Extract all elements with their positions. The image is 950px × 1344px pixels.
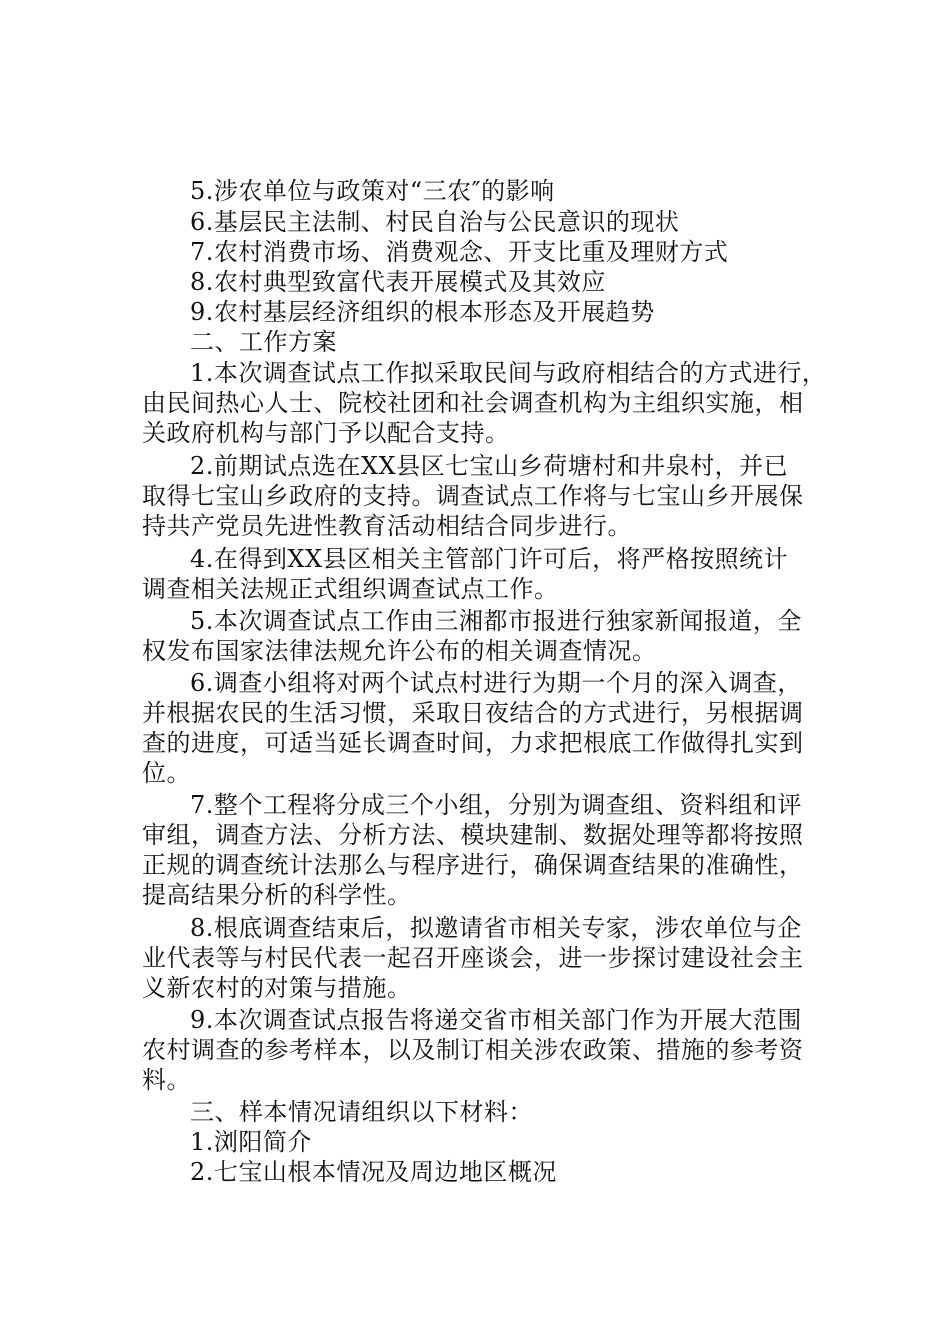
paragraph-line: 4.在得到XX县区相关主管部门许可后，将严格按照统计	[190, 545, 789, 573]
paragraph-line: 6.调查小组将对两个试点村进行为期一个月的深入调查，	[190, 669, 802, 697]
paragraph-line: 由民间热心人士、院校社团和社会调查机构为主组织实施，相	[142, 389, 804, 417]
paragraph-line: 并根据农民的生活习惯，采取日夜结合的方式进行，另根据调	[142, 699, 804, 727]
list-item-6: 6.基层民主法制、村民自治与公民意识的现状	[190, 208, 680, 236]
paragraph-line: 9.本次调查试点报告将递交省市相关部门作为开展大范围	[190, 1006, 802, 1034]
paragraph-line: 业代表等与村民代表一起召开座谈会，进一步探讨建设社会主	[142, 944, 804, 972]
paragraph-line: 1.本次调查试点工作拟采取民间与政府相结合的方式进行，	[190, 359, 827, 387]
paragraph-line: 取得七宝山乡政府的支持。调查试点工作将与七宝山乡开展保	[142, 482, 804, 510]
paragraph-line: 查的进度，可适当延长调查时间，力求把根底工作做得扎实到	[142, 729, 804, 757]
paragraph-line: 审组，调查方法、分析方法、模块建制、数据处理等都将按照	[142, 821, 804, 849]
paragraph-line: 关政府机构与部门予以配合支持。	[142, 419, 510, 447]
section-heading-2: 二、工作方案	[190, 328, 337, 356]
paragraph-line: 5.本次调查试点工作由三湘都市报进行独家新闻报道，全	[190, 607, 802, 635]
paragraph-line: 调查相关法规正式组织调查试点工作。	[142, 575, 559, 603]
section-heading-3: 三、样本情况请组织以下材料：	[190, 1098, 533, 1126]
paragraph-line: 正规的调查统计法那么与程序进行，确保调查结果的准确性，	[142, 851, 804, 879]
paragraph-line: 8.根底调查结束后，拟邀请省市相关专家，涉农单位与企	[190, 914, 802, 942]
list-item-1: 1.浏阳简介	[190, 1128, 312, 1156]
paragraph-line: 持共产党员先进性教育活动相结合同步进行。	[142, 512, 632, 540]
paragraph-line: 料。	[142, 1066, 191, 1094]
paragraph-line: 2.前期试点选在XX县区七宝山乡荷塘村和井泉村，并已	[190, 452, 789, 480]
list-item-5: 5.涉农单位与政策对“三农″的影响	[190, 177, 555, 205]
paragraph-line: 7.整个工程将分成三个小组，分别为调查组、资料组和评	[190, 791, 802, 819]
list-item-2: 2.七宝山根本情况及周边地区概况	[190, 1158, 557, 1186]
paragraph-line: 权发布国家法律法规允许公布的相关调查情况。	[142, 637, 657, 665]
paragraph-line: 农村调查的参考样本，以及制订相关涉农政策、措施的参考资	[142, 1036, 804, 1064]
paragraph-line: 位。	[142, 759, 191, 787]
paragraph-line: 义新农村的对策与措施。	[142, 974, 412, 1002]
list-item-7: 7.农村消费市场、消费观念、开支比重及理财方式	[190, 238, 729, 266]
paragraph-line: 提高结果分析的科学性。	[142, 881, 412, 909]
list-item-8: 8.农村典型致富代表开展模式及其效应	[190, 268, 606, 296]
list-item-9: 9.农村基层经济组织的根本形态及开展趋势	[190, 298, 655, 326]
